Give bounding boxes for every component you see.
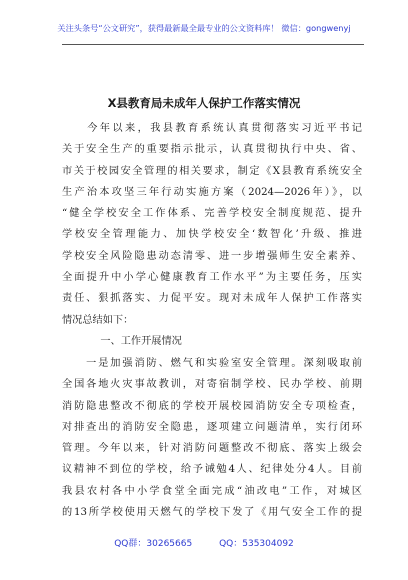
paragraph-intro — [62, 118, 362, 331]
footer-qq-group: QQ群：30265665 — [114, 539, 193, 549]
paragraph-line: 议精神不到位的学校，给予诫勉4人、纪律处分4人。目前 — [62, 464, 362, 476]
paragraph-fire-safety — [62, 353, 362, 523]
paragraph-line: 关于安全生产的重要指示批示，认真贯彻执行中央、省、 — [62, 144, 362, 156]
paragraph-line: 管理。今年以来，针对消防问题整改不彻底、落实上级会 — [62, 443, 362, 455]
paragraph-line: 的13所学校使用天燃气的学校下发了《用气安全工作的提 — [62, 507, 362, 519]
paragraph-line: 我县农村各中小学食堂全面完成“油改电”工作，对城区 — [62, 485, 362, 497]
paragraph-line: 学校安全风险隐患动态清零、进一步增强师生安全素养、 — [62, 250, 362, 262]
paragraph-line: 情况总结如下： — [62, 314, 134, 326]
header-banner: 关注头条号“公文研究”，获得最新最全最专业的公文资料库！ 微信：gongwenyj — [57, 23, 351, 33]
section-heading: 一、工作开展情况 — [80, 336, 182, 347]
footer-contact — [0, 536, 408, 549]
paragraph-line: 今年以来，我县教育系统认真贯彻落实习近平书记 — [62, 123, 362, 134]
paragraph-line: 全面提升中小学心健康教育工作水平”为主要任务，压实 — [62, 272, 362, 284]
header-divider — [62, 44, 364, 45]
document-title: X县教育局未成年人保护工作落实情况 — [107, 96, 301, 110]
paragraph-line: 一是加强消防、燃气和实验室安全管理。深刻吸取前 — [62, 358, 362, 369]
paragraph-line: 生产治本攻坚三年行动实施方案（2024—2026年）》，以 — [62, 186, 362, 198]
paragraph-line: 市关于校园安全管理的相关要求，制定《X县教育系统安全 — [62, 165, 362, 177]
paragraph-line: 消防隐患整改不彻底的学校开展校园消防安全专项检查， — [62, 400, 362, 412]
footer-qq: QQ：535304092 — [219, 539, 294, 549]
paragraph-line: 全国各地火灾事故教训，对寄宿制学校、民办学校、前期 — [62, 379, 362, 391]
paragraph-line: 责任、狠抓落实、力促平安。现对未成年人保护工作落实 — [62, 293, 362, 305]
paragraph-line: 学校安全管理能力、加快学校安全‘数智化’升级、推进 — [62, 229, 362, 241]
paragraph-line: “健全学校安全工作体系、完善学校安全制度规范、提升 — [62, 208, 362, 220]
paragraph-line: 对排查出的消防安全隐患，逐项建立问题清单，实行闭环 — [62, 421, 362, 433]
